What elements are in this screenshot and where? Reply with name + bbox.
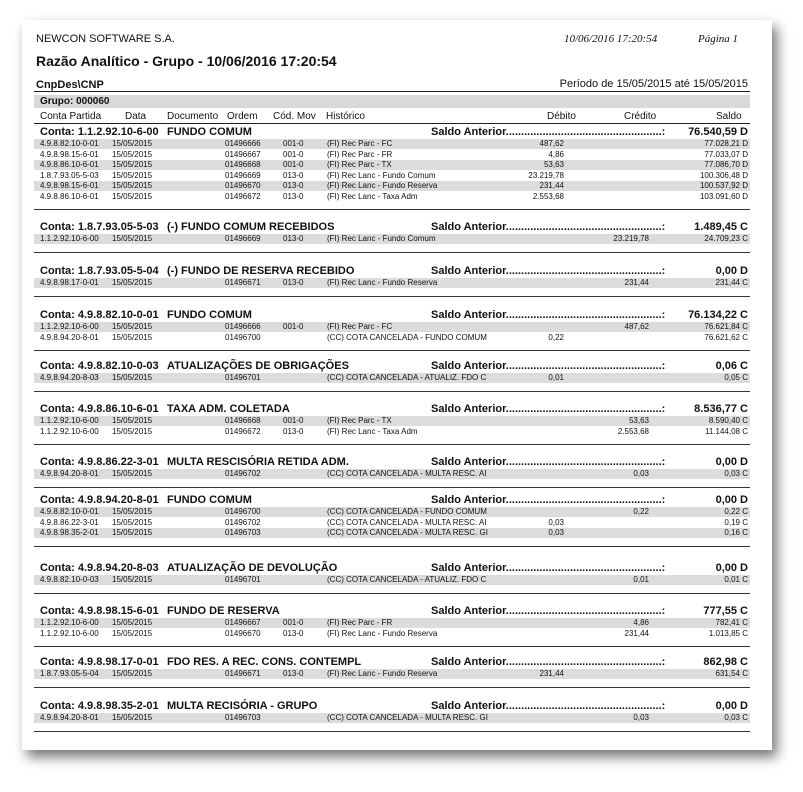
account-code: Conta: 4.9.8.86.10-6-01 — [40, 403, 159, 415]
account-description: ATUALIZAÇÕES DE OBRIGAÇÕES — [167, 360, 349, 372]
cell-saldo: 8.590,40 C — [708, 416, 748, 425]
saldo-anterior-value: 0,06 C — [715, 360, 748, 372]
cell-hist: (CC) COTA CANCELADA - MULTA RESC. AI — [327, 517, 487, 527]
cell-partida: 4.9.8.94.20-8-01 — [40, 332, 99, 342]
saldo-anterior-value: 8.536,77 C — [694, 403, 748, 415]
saldo-anterior-value: 777,55 C — [703, 605, 748, 617]
saldo-anterior-value: 0,00 D — [715, 494, 748, 506]
cell-deb: 0,03 — [548, 528, 564, 537]
account-section — [22, 126, 772, 211]
cell-deb: 2.553,68 — [532, 191, 564, 201]
account-code: Conta: 4.9.8.86.22-3-01 — [40, 456, 159, 468]
cell-data: 15/05/2015 — [112, 170, 153, 180]
cell-partida: 4.9.8.94.20-8-03 — [40, 373, 99, 382]
table-row — [22, 713, 772, 723]
cell-doc: 01496669 — [225, 234, 261, 243]
account-description: FDO RES. A REC. CONS. CONTEMPL — [167, 656, 362, 668]
account-description: MULTA RECISÓRIA - GRUPO — [167, 700, 318, 712]
report-title: Razão Analítico - Grupo - 10/06/2016 17:20:54 — [36, 53, 337, 69]
cell-hist: (FI) Rec Lanc - Fundo Comum — [327, 234, 436, 243]
table-row — [22, 575, 772, 585]
table-row — [22, 150, 772, 160]
cell-hist: (CC) COTA CANCELADA - FUNDO COMUM — [327, 507, 487, 516]
cell-mov: 013-0 — [283, 170, 304, 180]
cell-saldo: 11.144,08 C — [705, 426, 748, 436]
saldo-anterior-label: Saldo Anterior...................................................: — [431, 309, 666, 321]
cell-saldo: 782,41 C — [715, 618, 748, 627]
saldo-anterior-label: Saldo Anterior...................................................: — [431, 456, 666, 468]
cell-partida: 1.1.2.92.10-6-00 — [40, 416, 99, 425]
account-code: Conta: 4.9.8.98.15-6-01 — [40, 605, 159, 617]
cell-hist: (FI) Rec Lanc - Fundo Reserva — [327, 628, 438, 638]
cell-saldo: 77.028,21 D — [704, 139, 748, 148]
cell-data: 15/05/2015 — [112, 426, 153, 436]
report-subtitle: CnpDes\CNP — [36, 79, 104, 91]
cell-data: 15/05/2015 — [112, 322, 153, 331]
account-section — [22, 309, 772, 352]
cell-mov: 001-0 — [283, 139, 304, 148]
cell-data: 15/05/2015 — [112, 373, 153, 382]
saldo-anterior-label: Saldo Anterior...................................................: — [431, 403, 666, 415]
cell-data: 15/05/2015 — [112, 669, 153, 678]
cell-deb: 4,86 — [548, 149, 564, 159]
saldo-anterior-value: 0,00 D — [715, 700, 748, 712]
account-section — [22, 605, 772, 648]
cell-data: 15/05/2015 — [112, 332, 153, 342]
cell-saldo: 0,19 C — [724, 517, 748, 527]
account-code: Conta: 1.1.2.92.10-6-00 — [40, 126, 159, 138]
cell-hist: (CC) COTA CANCELADA - MULTA RESC. GI — [327, 713, 488, 722]
report-page — [22, 20, 772, 750]
cell-deb: 231,44 — [539, 181, 564, 190]
cell-saldo: 103.091,60 D — [699, 191, 748, 201]
table-row — [22, 528, 772, 538]
section-divider — [34, 487, 750, 488]
cell-cred: 231,44 — [624, 628, 649, 638]
cell-doc: 01496703 — [225, 713, 261, 722]
table-row — [22, 181, 772, 191]
account-code: Conta: 4.9.8.98.17-0-01 — [40, 656, 159, 668]
cell-saldo: 100.537,92 D — [699, 181, 748, 190]
cell-hist: (FI) Rec Parc - TX — [327, 416, 392, 425]
cell-cred: 0,03 — [633, 713, 649, 722]
cell-doc: 01496671 — [225, 278, 261, 287]
cell-data: 15/05/2015 — [112, 618, 153, 627]
cell-saldo: 0,16 C — [724, 528, 748, 537]
cell-data: 15/05/2015 — [112, 139, 153, 148]
cell-hist: (CC) COTA CANCELADA - FUNDO COMUM — [327, 332, 487, 342]
cell-deb: 0,03 — [548, 517, 564, 527]
cell-hist: (CC) COTA CANCELADA - ATUALIZ. FDO C — [327, 575, 487, 584]
account-code: Conta: 4.9.8.94.20-8-03 — [40, 562, 159, 574]
cell-partida: 1.1.2.92.10-6-00 — [40, 618, 99, 627]
account-description: FUNDO COMUM — [167, 126, 252, 138]
cell-saldo: 0,05 C — [724, 373, 748, 382]
cell-doc: 01496669 — [225, 170, 261, 180]
cell-hist: (CC) COTA CANCELADA - ATUALIZ. FDO C — [327, 373, 487, 382]
cell-partida: 1.1.2.92.10-6-00 — [40, 322, 99, 331]
cell-doc: 01496670 — [225, 628, 261, 638]
cell-hist: (CC) COTA CANCELADA - MULTA RESC. AI — [327, 469, 487, 478]
cell-data: 15/05/2015 — [112, 469, 153, 478]
section-divider — [34, 296, 750, 297]
saldo-anterior-label: Saldo Anterior...................................................: — [431, 605, 666, 617]
cell-cred: 487,62 — [624, 322, 649, 331]
col-historico: Histórico — [326, 111, 365, 122]
cell-doc: 01496667 — [225, 149, 261, 159]
cell-saldo: 76.621,84 C — [704, 322, 748, 331]
table-row — [22, 469, 772, 479]
cell-partida: 4.9.8.98.35-2-01 — [40, 528, 99, 537]
cell-doc: 01496700 — [225, 507, 261, 516]
print-datetime: 10/06/2016 17:20:54 — [564, 33, 658, 45]
company-name: NEWCON SOFTWARE S.A. — [36, 33, 175, 45]
cell-partida: 1.1.2.92.10-6-00 — [40, 426, 99, 436]
cell-doc: 01496666 — [225, 322, 261, 331]
cell-data: 15/05/2015 — [112, 575, 153, 584]
cell-cred: 231,44 — [624, 278, 649, 287]
cell-hist: (FI) Rec Parc - FC — [327, 322, 393, 331]
saldo-anterior-value: 0,00 D — [715, 265, 748, 277]
saldo-anterior-label: Saldo Anterior...................................................: — [431, 562, 666, 574]
account-section — [22, 221, 772, 254]
saldo-anterior-label: Saldo Anterior...................................................: — [431, 360, 666, 372]
table-row — [22, 192, 772, 202]
cell-partida: 4.9.8.86.10-6-01 — [40, 191, 99, 201]
account-section — [22, 265, 772, 298]
cell-doc: 01496701 — [225, 575, 261, 584]
cell-data: 15/05/2015 — [112, 181, 153, 190]
cell-data: 15/05/2015 — [112, 191, 153, 201]
table-row — [22, 139, 772, 149]
saldo-anterior-value: 0,00 D — [715, 562, 748, 574]
cell-doc: 01496668 — [225, 416, 261, 425]
cell-saldo: 0,03 C — [724, 713, 748, 722]
section-divider — [34, 731, 750, 732]
col-credito: Crédito — [624, 111, 657, 122]
section-divider — [34, 593, 750, 594]
section-divider — [34, 646, 750, 647]
cell-saldo: 24.709,23 C — [704, 234, 748, 243]
cell-partida: 4.9.8.98.15-6-01 — [40, 149, 99, 159]
cell-partida: 4.9.8.86.22-3-01 — [40, 517, 99, 527]
account-code: Conta: 4.9.8.82.10-0-01 — [40, 309, 159, 321]
cell-mov: 013-0 — [283, 426, 304, 436]
cell-doc: 01496668 — [225, 160, 261, 169]
cell-cred: 4,86 — [633, 618, 649, 627]
cell-deb: 0,22 — [548, 332, 564, 342]
table-row — [22, 427, 772, 437]
grupo-bar — [34, 95, 750, 108]
cell-data: 15/05/2015 — [112, 528, 153, 537]
cell-mov: 013-0 — [283, 191, 304, 201]
cell-partida: 4.9.8.82.10-0-03 — [40, 575, 99, 584]
saldo-anterior-label: Saldo Anterior...................................................: — [431, 656, 666, 668]
cell-mov: 001-0 — [283, 322, 304, 331]
saldo-anterior-value: 76.134,22 C — [688, 309, 748, 321]
table-row — [22, 171, 772, 181]
cell-saldo: 77.033,07 D — [704, 149, 748, 159]
saldo-anterior-label: Saldo Anterior...................................................: — [431, 494, 666, 506]
table-row — [22, 278, 772, 288]
cell-partida: 4.9.8.94.20-8-01 — [40, 469, 99, 478]
account-section — [22, 360, 772, 393]
cell-deb: 0,01 — [548, 373, 564, 382]
col-conta-partida: Conta Partida — [40, 111, 102, 122]
page-number: Página 1 — [698, 33, 739, 45]
cell-hist: (FI) Rec Lanc - Fundo Reserva — [327, 669, 438, 678]
cell-doc: 01496702 — [225, 469, 261, 478]
cell-doc: 01496666 — [225, 139, 261, 148]
section-divider — [34, 546, 750, 547]
cell-doc: 01496672 — [225, 426, 261, 436]
cell-cred: 0,22 — [633, 507, 649, 516]
cell-partida: 1.1.2.92.10-6-00 — [40, 234, 99, 243]
cell-mov: 001-0 — [283, 149, 304, 159]
account-description: TAXA ADM. COLETADA — [167, 403, 290, 415]
section-divider — [34, 444, 750, 445]
account-code: Conta: 4.9.8.82.10-0-03 — [40, 360, 159, 372]
cell-partida: 1.8.7.93.05-5-03 — [40, 170, 99, 180]
header-divider — [34, 91, 750, 92]
cell-doc: 01496702 — [225, 517, 261, 527]
table-row — [22, 416, 772, 426]
cell-mov: 013-0 — [283, 234, 304, 243]
cell-partida: 4.9.8.82.10-0-01 — [40, 139, 99, 148]
account-code: Conta: 1.8.7.93.05-5-04 — [40, 265, 159, 277]
cell-saldo: 0,01 C — [724, 575, 748, 584]
cell-saldo: 1.013,85 C — [708, 628, 748, 638]
cell-data: 15/05/2015 — [112, 160, 153, 169]
cell-doc: 01496671 — [225, 669, 261, 678]
cell-mov: 013-0 — [283, 278, 304, 287]
cell-hist: (FI) Rec Lanc - Fundo Comum — [327, 170, 436, 180]
cell-mov: 001-0 — [283, 618, 304, 627]
cell-partida: 4.9.8.94.20-8-01 — [40, 713, 99, 722]
cell-saldo: 100.306,48 D — [699, 170, 748, 180]
cell-mov: 013-0 — [283, 669, 304, 678]
table-row — [22, 373, 772, 383]
account-section — [22, 494, 772, 548]
cell-doc: 01496703 — [225, 528, 261, 537]
saldo-anterior-label: Saldo Anterior...................................................: — [431, 265, 666, 277]
col-debito: Débito — [547, 111, 576, 122]
table-row — [22, 618, 772, 628]
cell-data: 15/05/2015 — [112, 278, 153, 287]
account-section — [22, 562, 772, 595]
account-description: MULTA RESCISÓRIA RETIDA ADM. — [167, 456, 349, 468]
saldo-anterior-value: 862,98 C — [703, 656, 748, 668]
cell-partida: 4.9.8.98.15-6-01 — [40, 181, 99, 190]
account-description: FUNDO DE RESERVA — [167, 605, 280, 617]
cell-data: 15/05/2015 — [112, 234, 153, 243]
cell-doc: 01496672 — [225, 191, 261, 201]
table-row — [22, 507, 772, 517]
table-row — [22, 322, 772, 332]
cell-saldo: 76.621,62 C — [704, 332, 748, 342]
cell-cred: 0,01 — [633, 575, 649, 584]
account-description: ATUALIZAÇÃO DE DEVOLUÇÃO — [167, 562, 338, 574]
cell-data: 15/05/2015 — [112, 628, 153, 638]
cell-partida: 4.9.8.82.10-0-01 — [40, 507, 99, 516]
cell-doc: 01496670 — [225, 181, 261, 190]
account-description: FUNDO COMUM — [167, 494, 252, 506]
account-section — [22, 700, 772, 733]
cell-mov: 013-0 — [283, 181, 304, 190]
cell-cred: 0,03 — [633, 469, 649, 478]
table-row — [22, 518, 772, 528]
cell-partida: 4.9.8.86.10-6-01 — [40, 160, 99, 169]
cell-saldo: 0,03 C — [724, 469, 748, 478]
cell-cred: 53,63 — [628, 416, 649, 425]
section-divider — [34, 687, 750, 688]
saldo-anterior-label: Saldo Anterior...................................................: — [431, 126, 666, 138]
saldo-anterior-label: Saldo Anterior...................................................: — [431, 221, 666, 233]
cell-saldo: 231,44 C — [715, 278, 748, 287]
section-divider — [34, 209, 750, 210]
saldo-anterior-label: Saldo Anterior...................................................: — [431, 700, 666, 712]
cell-hist: (FI) Rec Lanc - Fundo Reserva — [327, 181, 438, 190]
section-divider — [34, 350, 750, 351]
cell-hist: (FI) Rec Lanc - Fundo Reserva — [327, 278, 438, 287]
cell-data: 15/05/2015 — [112, 713, 153, 722]
cell-data: 15/05/2015 — [112, 149, 153, 159]
cell-mov: 001-0 — [283, 416, 304, 425]
cell-doc: 01496667 — [225, 618, 261, 627]
cell-saldo: 77.086,70 D — [704, 160, 748, 169]
cell-deb: 487,62 — [539, 139, 564, 148]
cell-hist: (FI) Rec Parc - FR — [327, 618, 393, 627]
cell-doc: 01496700 — [225, 332, 261, 342]
account-code: Conta: 1.8.7.93.05-5-03 — [40, 221, 159, 233]
cell-data: 15/05/2015 — [112, 517, 153, 527]
col-cod-mov: Cód. Mov — [273, 111, 316, 122]
cell-hist: (FI) Rec Lanc - Taxa Adm — [327, 426, 418, 436]
cell-cred: 23.219,78 — [613, 234, 649, 243]
saldo-anterior-value: 76.540,59 D — [688, 126, 748, 138]
cell-deb: 53,63 — [543, 160, 564, 169]
cell-deb: 23.219,78 — [528, 170, 564, 180]
col-data: Data — [125, 111, 147, 122]
table-row — [22, 629, 772, 639]
cell-doc: 01496701 — [225, 373, 261, 382]
cell-partida: 4.9.8.98.17-0-01 — [40, 278, 99, 287]
cell-saldo: 0,22 C — [724, 507, 748, 516]
cell-saldo: 631,54 C — [715, 669, 748, 678]
cell-data: 15/05/2015 — [112, 416, 153, 425]
section-divider — [34, 252, 750, 253]
account-section — [22, 403, 772, 446]
cell-data: 15/05/2015 — [112, 507, 153, 516]
saldo-anterior-value: 0,00 D — [715, 456, 748, 468]
account-description: (-) FUNDO DE RESERVA RECEBIDO — [167, 265, 355, 277]
report-period: Período de 15/05/2015 até 15/05/2015 — [559, 78, 748, 90]
cell-hist: (FI) Rec Parc - FC — [327, 139, 393, 148]
cell-mov: 001-0 — [283, 160, 304, 169]
account-description: (-) FUNDO COMUM RECEBIDOS — [167, 221, 335, 233]
table-row — [22, 160, 772, 170]
cell-cred: 2.553,68 — [617, 426, 649, 436]
columns-underline — [34, 123, 750, 124]
cell-partida: 1.1.2.92.10-6-00 — [40, 628, 99, 638]
cell-hist: (FI) Rec Lanc - Taxa Adm — [327, 191, 418, 201]
account-section — [22, 456, 772, 489]
account-section — [22, 656, 772, 689]
account-code: Conta: 4.9.8.98.35-2-01 — [40, 700, 159, 712]
cell-mov: 013-0 — [283, 628, 304, 638]
cell-hist: (CC) COTA CANCELADA - MULTA RESC. GI — [327, 528, 488, 537]
grupo-label: Grupo: 000060 — [40, 96, 110, 107]
col-ordem: Ordem — [227, 111, 258, 122]
account-code: Conta: 4.9.8.94.20-8-01 — [40, 494, 159, 506]
cell-partida: 1.8.7.93.05-5-04 — [40, 669, 99, 678]
section-divider — [34, 391, 750, 392]
table-row — [22, 333, 772, 343]
col-documento: Documento — [167, 111, 219, 122]
account-description: FUNDO COMUM — [167, 309, 252, 321]
table-row — [22, 669, 772, 679]
col-saldo: Saldo — [716, 111, 742, 122]
saldo-anterior-value: 1.489,45 C — [694, 221, 748, 233]
table-row — [22, 234, 772, 244]
cell-hist: (FI) Rec Parc - FR — [327, 149, 393, 159]
cell-hist: (FI) Rec Parc - TX — [327, 160, 392, 169]
cell-deb: 231,44 — [539, 669, 564, 678]
